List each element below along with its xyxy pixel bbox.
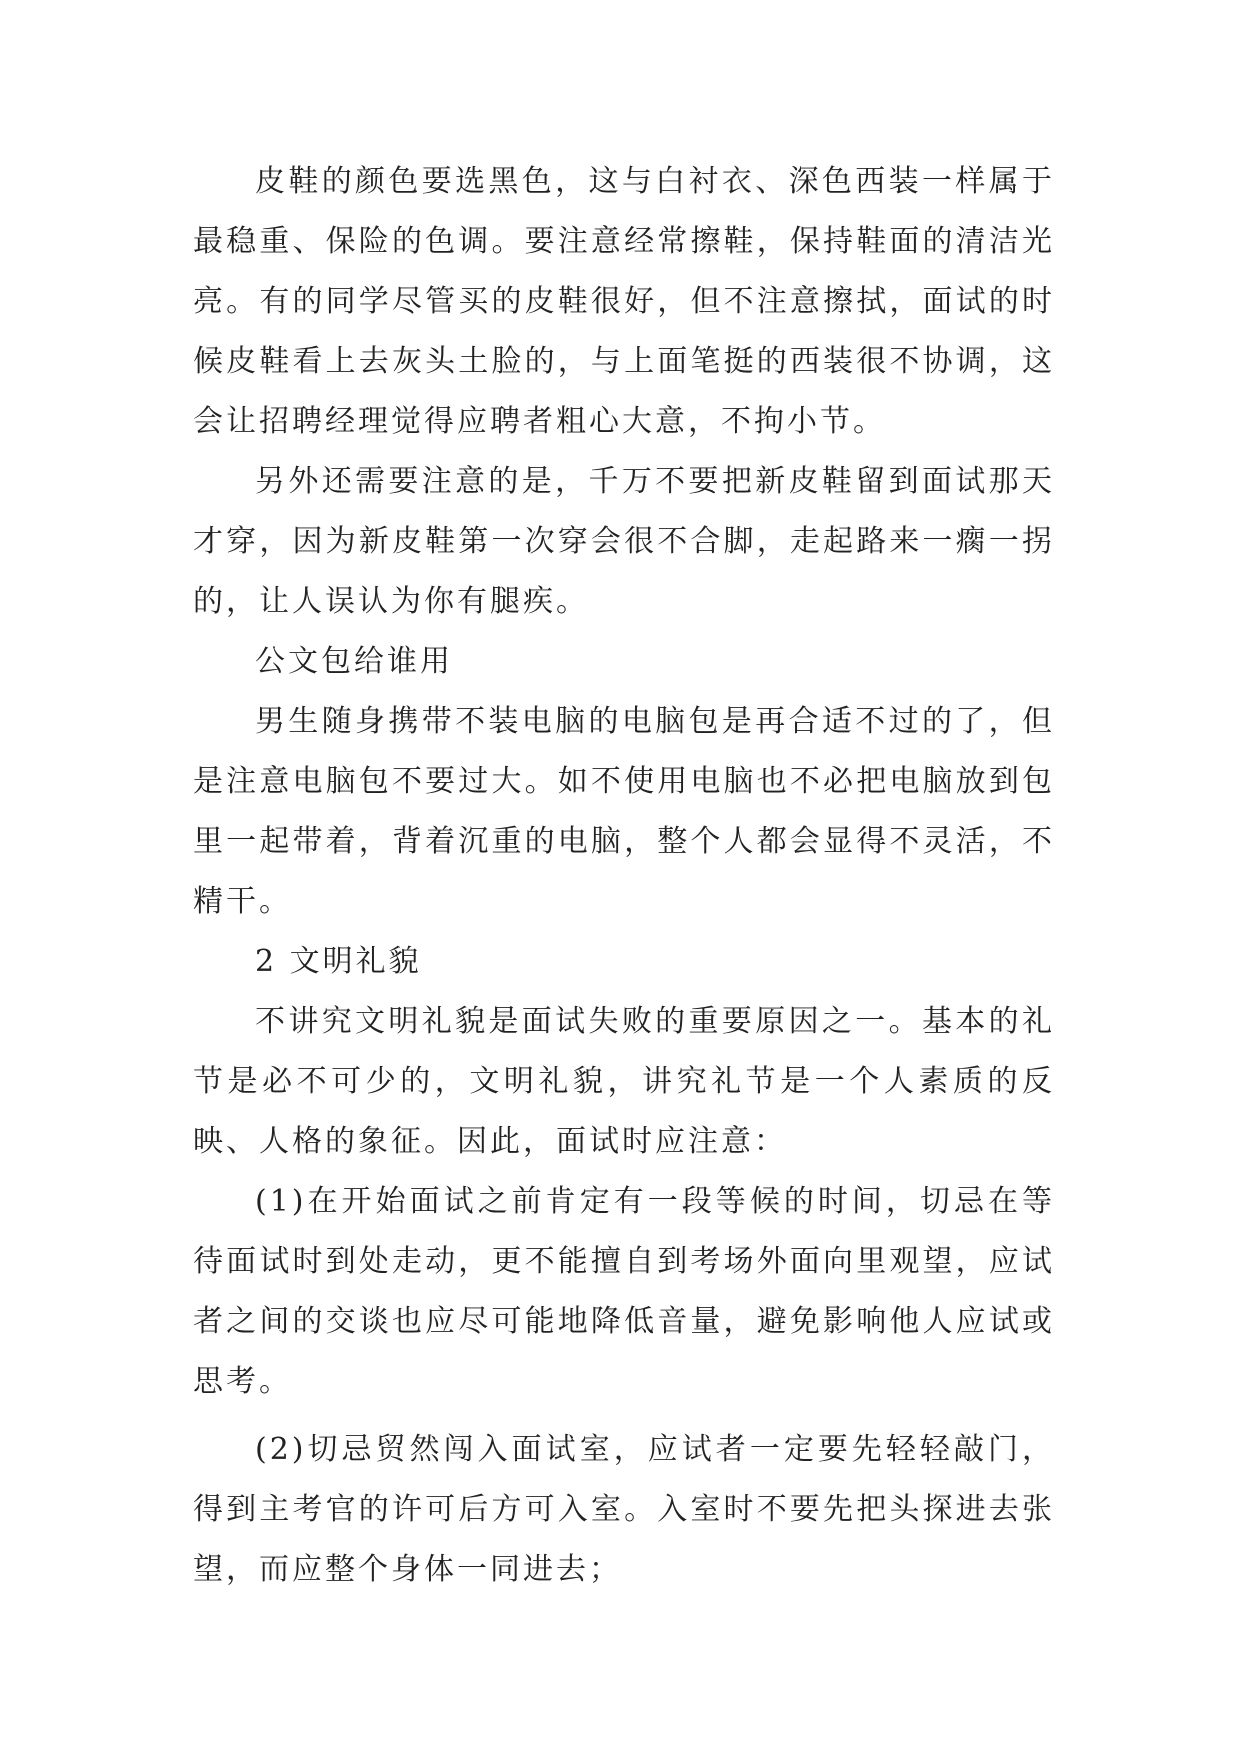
paragraph-leather-shoes-color: 皮鞋的颜色要选黑色，这与白衬衣、深色西装一样属于最稳重、保险的色调。要注意经常擦鞋，保持鞋面的清洁光亮。有的同学尽管买的皮鞋很好，但不注意擦拭，面试的时候皮鞋看上去灰头土脸的，与上面笔挺的西装很不协调，这会让招聘经理觉得应聘者粗心大意，不拘小节。 [193,164,1055,439]
paragraph-entering-room: (2)切忌贸然闯入面试室，应试者一定要先轻轻敲门，得到主考官的许可后方可入室。入室时不要先把头探进去张望，而应整个身体一同进去； [193,1432,1055,1587]
document-body [193,152,1055,1600]
heading-civility: 2 文明礼貌 [255,944,422,979]
paragraph-computer-bag: 男生随身携带不装电脑的电脑包是再合适不过的了，但是注意电脑包不要过大。如不使用电脑也不必把电脑放到包里一起带着，背着沉重的电脑，整个人都会显得不灵活，不精干。 [193,704,1055,919]
heading-briefcase: 公文包给谁用 [255,644,453,679]
paragraph-civility-intro: 不讲究文明礼貌是面试失败的重要原因之一。基本的礼节是必不可少的，文明礼貌，讲究礼节是一个人素质的反映、人格的象征。因此，面试时应注意： [193,1004,1055,1159]
paragraph-waiting-tips: (1)在开始面试之前肯定有一段等候的时间，切忌在等待面试时到处走动，更不能擅自到考场外面向里观望，应试者之间的交谈也应尽可能地降低音量，避免影响他人应试或思考。 [193,1184,1055,1399]
paragraph-new-shoes-warning: 另外还需要注意的是，千万不要把新皮鞋留到面试那天才穿，因为新皮鞋第一次穿会很不合脚，走起路来一瘸一拐的，让人误认为你有腿疾。 [193,464,1055,619]
